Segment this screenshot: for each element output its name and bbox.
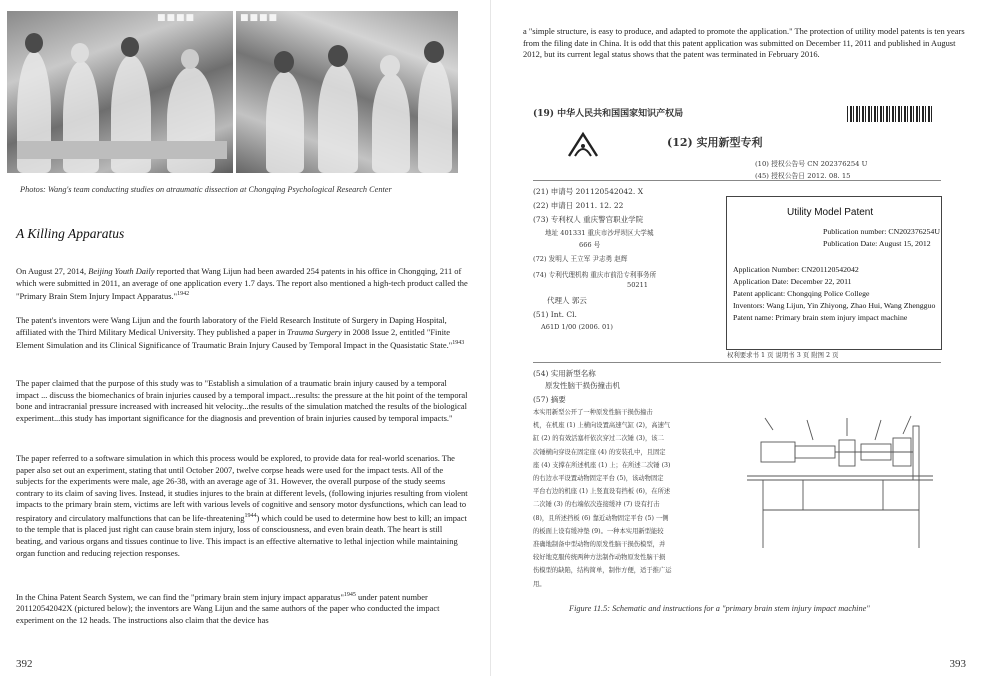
impact-machine-schematic <box>743 380 937 580</box>
patent-field: 代理人 郭云 <box>547 296 587 305</box>
patent-claims-line: 权利要求书 1 页 说明书 3 页 附图 2 页 <box>727 351 839 359</box>
footnote-ref[interactable]: 1943 <box>452 340 465 347</box>
patent-field: (21) 申请号 201120542042. X <box>533 187 644 196</box>
patent-field: (51) Int. Cl. <box>533 310 577 319</box>
paragraph-2: The patent's inventors were Wang Lijun and the fourth laboratory of the Field Research Institute of Surgery in Daping Hospital, affiliated with the Third Military Medical University. They published a paper in Trauma Surgery in 2008 Issue 2, entitled "Finite Element Simulation and its Clinical Significance of Traumatic Brain Injury Caused by Temporal Impact in the Quasistatic State."$^{1943}$ <box>16 315 465 350</box>
abstract-label: (57) 摘要 <box>533 395 566 404</box>
paragraph-1: On August 27, 2014, Beijing Youth Daily reported that Wang Lijun had been awarded 254 patents in his office in Chongqing, 211 of which were submitted in 2011, an average of one application every 1.7 days. The report also mentioned a high-tech product called the "Primary Brain Stem Injury Impact Apparatus."$^{1942}$ <box>16 266 468 301</box>
figure-caption: Figure 11.5: Schematic and instructions for a "primary brain stem injury impact machine" <box>569 604 870 613</box>
journal-name: Trauma Surgery <box>287 326 342 337</box>
patent-office-logo <box>563 130 603 160</box>
photo-watermark: ■■■■ <box>157 13 196 23</box>
utility-name-value: 原发性脑干损伤撞击机 <box>545 381 620 390</box>
patent-field: 666 号 <box>579 241 601 249</box>
patent-field: A61D 1/00 (2006. 01) <box>541 323 613 331</box>
callout-patent-name: Patent name: Primary brain stem injury impact machine <box>733 313 908 322</box>
page-number-right: 393 <box>949 658 966 670</box>
callout-publication-date: Publication Date: August 15, 2012 <box>823 239 931 248</box>
patent-field: 50211 <box>627 281 648 289</box>
body-divider <box>533 362 941 363</box>
continued-paragraph: a "simple structure, is easy to produce, and adapted to promote the application." The protection of utility model patents is ten years from the filing date in China. It is odd that this patent application was submitted on December 11, 2011 and published in August 2012, but its current legal status shows that the patent was terminated in February 2016. <box>523 26 965 60</box>
patent-field: (72) 发明人 王立军 尹志勇 赵辉 <box>533 255 628 263</box>
footnote-ref[interactable]: 1942 <box>177 291 190 298</box>
callout-applicant: Patent applicant: Chongqing Police College <box>733 289 870 298</box>
callout-inventors: Inventors: Wang Lijun, Yin Zhiyong, Zhao Hui, Wang Zhengguo <box>733 301 936 310</box>
publication-name: Beijing Youth Daily <box>88 266 155 276</box>
footnote-ref[interactable]: 1945 <box>343 592 356 598</box>
footnote-ref[interactable]: 1944 <box>244 512 257 519</box>
photo-caption: Photos: Wang's team conducting studies on atraumatic dissection at Chongqing Psychological Research Center <box>20 185 392 194</box>
publication-number-cn: (10) 授权公告号 CN 202376254 U <box>755 160 868 168</box>
paragraph-5: In the China Patent Search System, we can find the "primary brain stem injury impact apparatus"$^{1945}$ under patent number 201120542042X (pictured below); the inventors are Wang Lijun and the same authors of the paper who conducted the impact experiment on the 12 heads. The instructions also claim that the device has <box>16 591 440 625</box>
patent-field: (22) 申请日 2011. 12. 22 <box>533 201 624 210</box>
patent-type-header: (12) 实用新型专利 <box>667 136 763 149</box>
photo-dissection-right <box>236 11 458 173</box>
patent-document <box>527 100 947 600</box>
callout-publication-number: Publication number: CN202376254U <box>823 227 940 236</box>
paragraph-3: The paper claimed that the purpose of this study was to "Establish a simulation of a traumatic brain injury caused by a temporal impact ... discuss the biomechanics of brain injuries caused by a temporal impact...results: the pressure at the hit point of the temporal bone and intracranial pressure increased with increased hit velocity...the results of the simulation matched the results of the biological experiment...this study has important significance for the diagnosis and prevention of brain injuries caused by temporal impacts." <box>16 378 468 423</box>
callout-application-number: Application Number: CN201120542042 <box>733 265 859 274</box>
barcode <box>847 106 933 122</box>
patent-info-callout <box>726 196 942 350</box>
abstract-text: 本实用新型公开了一种原发性脑干损伤撞击 机，在机座 (1) 上横向设置高速气缸 (2)，高速气 缸 (2) 的有效活塞杆依次穿过二次锤 (3)，该二 次锤横向穿设在固定座 (4) 的安装孔中，且固定 座 (4) 支撑在所述机座 (1) 上；在所述二次锤 (3) 的右边水平设置动物固定平台 (5)，该动物固定 平台右边的机座 (1) 上竖直设有挡板 (6)，在所述 二次锤 (3) 的右端依次连接缓冲 (7) 设有打击 (8)，且所述挡板 (6) 靠近动物固定平台 (5) 一侧 的板面上设有缓冲垫 (9)。一种本实用新型能较 准确地制备中型动物的原发性脑干损伤模型，并 较好地克服传统两种方法制作动物原发性脑干损 伤模型的缺陷，结构简单，制作方便，适于推广运 用。 <box>533 409 672 588</box>
callout-title: Utility Model Patent <box>787 207 874 218</box>
page-number-left: 392 <box>16 658 33 670</box>
paragraph-4: The paper referred to a software simulation in which this process would be explored, to provide data for real-world scenarios. The paper also set out an experiment, stating that until October 2007, twelve corpse heads were used for the impact tests. All of the subjects for the experiments were male, age 26-38, with an average age of 31. However, the overall purpose of the study seems contrary to its claim of saving lives. Instead, it studies injures to the brain at different levels, (following injuries resulting from violent impacts to the primary brain stem, victims are left with various levels of cognitive and sensory motor dysfunctions, which can lead to respiratory and circulatory malfunctions that can be life-threatening$^{1944}$) which could be used to determine how best to kill; an impact to the temple that is placed just right can cause brain stem injury, loss of consciousness, and even brain death. The heart is still beating, and various organs and tissues continue to live. This impact is an effective alternative to lethal injection while maintaining organ function and reducing rejection responses. <box>16 453 468 558</box>
publication-date-cn: (45) 授权公告日 2012. 08. 15 <box>755 172 851 180</box>
callout-application-date: Application Date: December 22, 2011 <box>733 277 852 286</box>
header-divider <box>533 180 941 181</box>
patent-field: 地址 401331 重庆市沙坪坝区大学城 <box>545 229 654 237</box>
patent-office-header: (19) 中华人民共和国国家知识产权局 <box>533 109 684 119</box>
patent-field: (74) 专利代理机构 重庆市前沿专利事务所 <box>533 271 657 279</box>
utility-name-label: (54) 实用新型名称 <box>533 369 596 378</box>
photo-watermark: ■■■■ <box>240 13 279 23</box>
photo-dissection-left <box>7 11 233 173</box>
section-title: A Killing Apparatus <box>16 226 125 241</box>
patent-field: (73) 专利权人 重庆警官职业学院 <box>533 215 644 224</box>
right-page <box>491 0 982 676</box>
